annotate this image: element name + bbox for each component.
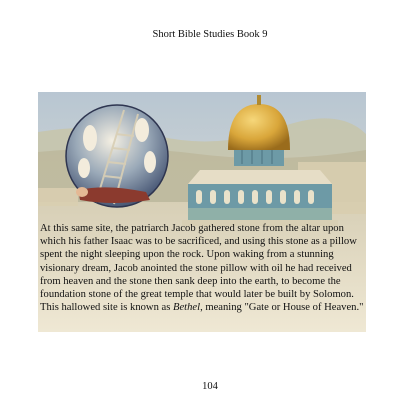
page-header: Short Bible Studies Book 9 bbox=[152, 29, 268, 40]
jacobs-ladder-inset bbox=[66, 105, 168, 207]
paragraph-text: At this same site, the patriarch Jacob gathered stone from the altar upon which his father Isaac was to be sacrificed, and using this stone as a pillow spent the night sleeping upon the rock. Upon waking from a stunning visionary dream, Jacob anointed the stone pillow with oil he had received from heaven and the stone then sank deep into the earth, to become the foundation stone of the great temple that would later be built by Solomon. This hallowed site is known as bbox=[40, 223, 357, 314]
body-paragraph bbox=[40, 222, 364, 314]
page-number: 104 bbox=[202, 381, 218, 392]
paragraph-text-end: , meaning "Gate or House of Heaven." bbox=[200, 302, 364, 314]
place-name: Bethel bbox=[173, 302, 201, 314]
